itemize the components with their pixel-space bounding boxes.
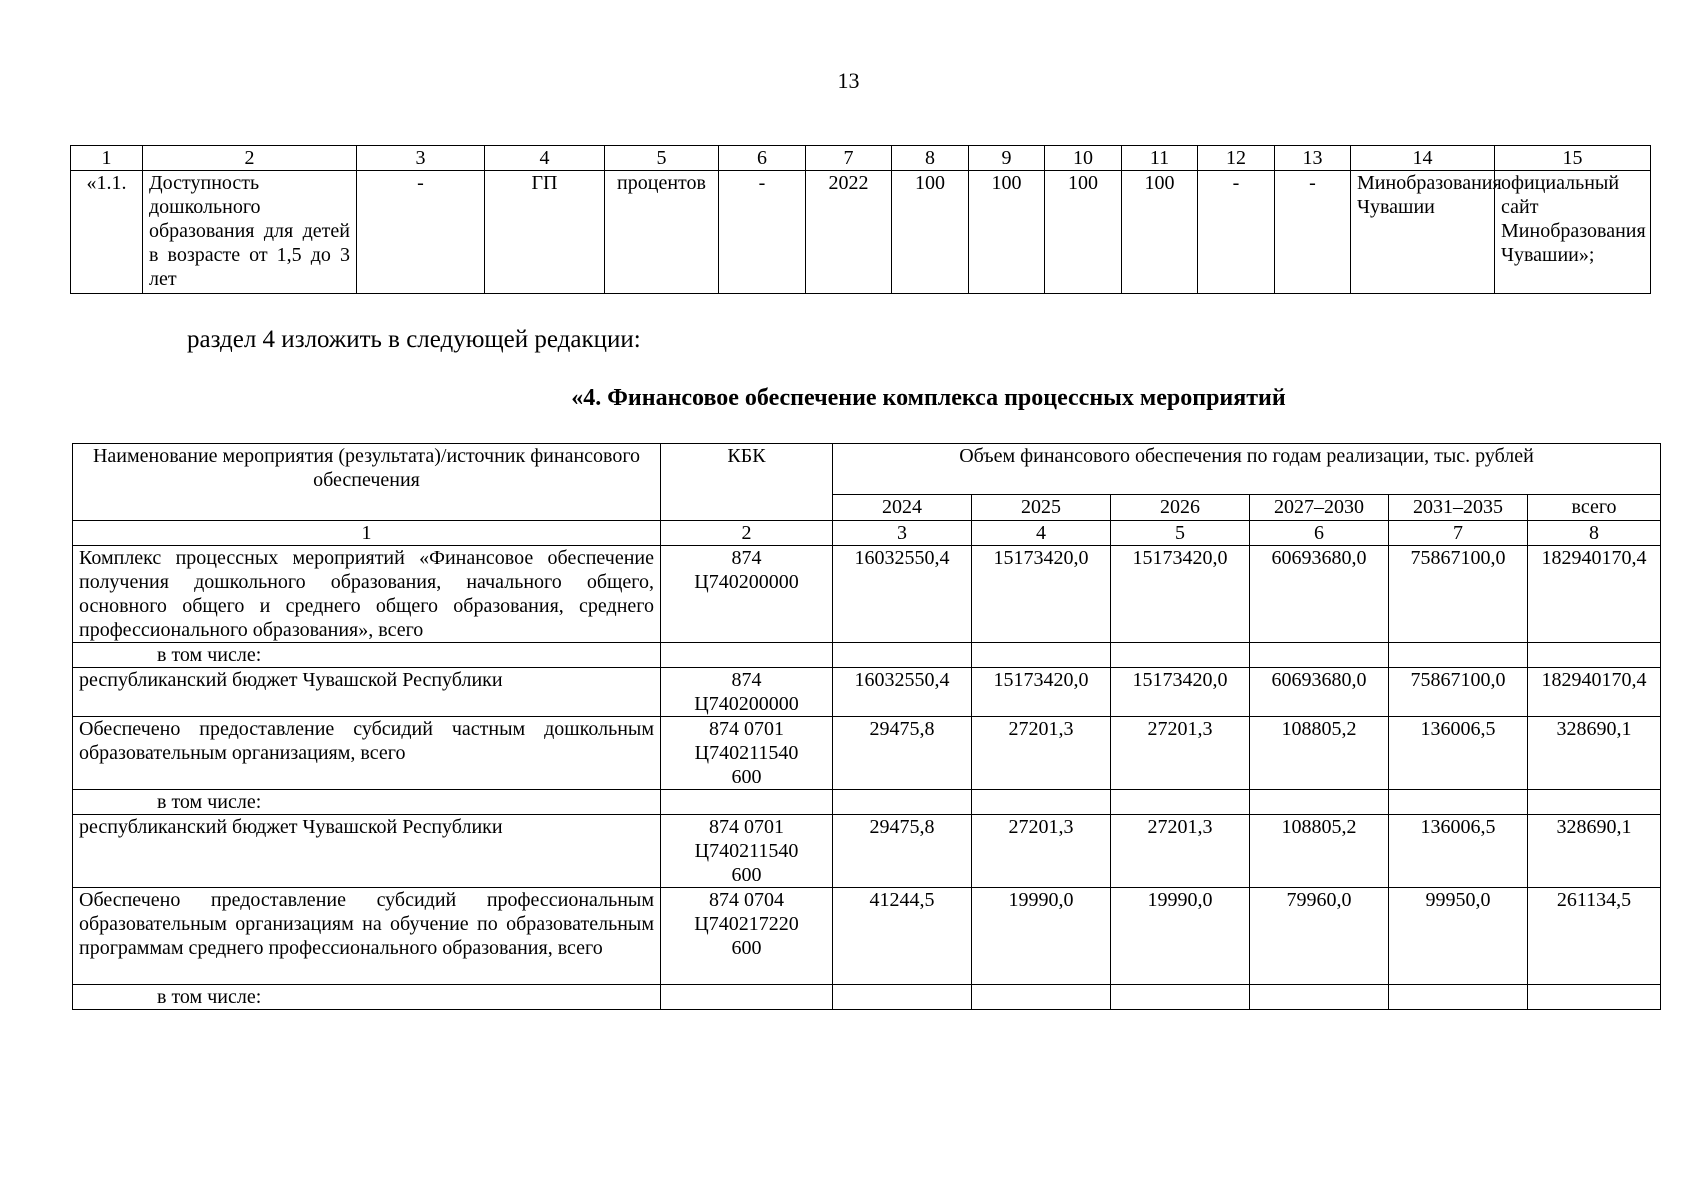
indicator-cell: - [1275, 171, 1351, 294]
row-name: республиканский бюджет Чувашской Республики [73, 668, 661, 717]
value-2024: 29475,8 [833, 717, 972, 790]
indicator-cell: - [719, 171, 806, 294]
column-number: 6 [1250, 521, 1389, 546]
kbk-line: 600 [731, 766, 762, 788]
empty-cell [1528, 985, 1661, 1010]
column-number: 3 [833, 521, 972, 546]
value-total: 182940170,4 [1528, 546, 1661, 643]
empty-cell [661, 643, 833, 668]
value-2025: 19990,0 [972, 888, 1111, 985]
kbk-line: 874 [731, 669, 762, 691]
kbk-line: Ц740200000 [694, 571, 799, 593]
indicator-row [71, 171, 1651, 294]
value-2024: 29475,8 [833, 815, 972, 888]
header-year: 2024 [833, 495, 972, 521]
empty-cell [1528, 790, 1661, 815]
value-2031-2035: 75867100,0 [1389, 668, 1528, 717]
header-cell: 1 [71, 146, 143, 171]
empty-cell [1528, 643, 1661, 668]
indicator-unit: процентов [605, 171, 719, 294]
value-2027-2030: 60693680,0 [1250, 668, 1389, 717]
finance-row [73, 790, 1661, 815]
column-number: 7 [1389, 521, 1528, 546]
finance-number-row [73, 521, 1661, 546]
kbk-line: 874 0704 [709, 889, 784, 911]
row-kbk [661, 888, 833, 985]
value-2025: 27201,3 [972, 717, 1111, 790]
header-year: 2031–2035 [1389, 495, 1528, 521]
indicator-cell: - [1198, 171, 1275, 294]
header-cell: 4 [485, 146, 605, 171]
kbk-line: 874 0701 [709, 718, 784, 740]
empty-cell [972, 985, 1111, 1010]
header-total: всего [1528, 495, 1661, 521]
value-2024: 41244,5 [833, 888, 972, 985]
kbk-line: Ц740217220 [694, 913, 799, 935]
indicator-value: 100 [1045, 171, 1122, 294]
empty-cell [1389, 790, 1528, 815]
header-cell: 12 [1198, 146, 1275, 171]
empty-cell [833, 985, 972, 1010]
finance-row [73, 888, 1661, 985]
indicator-table [70, 145, 1651, 294]
empty-cell [1250, 790, 1389, 815]
value-total: 261134,5 [1528, 888, 1661, 985]
empty-cell [972, 643, 1111, 668]
header-year: 2027–2030 [1250, 495, 1389, 521]
value-2026: 15173420,0 [1111, 668, 1250, 717]
row-name: Обеспечено предоставление субсидий профессиональным образовательным организациям на обучение по образовательным программам среднего профессионального образования, всего [73, 888, 661, 985]
value-2031-2035: 99950,0 [1389, 888, 1528, 985]
empty-cell [1389, 985, 1528, 1010]
indicator-source: официальный сайт Минобразования Чувашии»; [1495, 171, 1651, 294]
value-2026: 15173420,0 [1111, 546, 1250, 643]
finance-row [73, 546, 1661, 643]
value-2026: 19990,0 [1111, 888, 1250, 985]
empty-cell [1111, 643, 1250, 668]
finance-row [73, 985, 1661, 1010]
row-name: в том числе: [73, 643, 661, 668]
empty-cell [1111, 985, 1250, 1010]
indicator-value: 100 [969, 171, 1045, 294]
column-number: 4 [972, 521, 1111, 546]
header-volume: Объем финансового обеспечения по годам реализации, тыс. рублей [833, 444, 1661, 495]
row-kbk [661, 546, 833, 643]
indicator-responsible: Минобразования Чувашии [1351, 171, 1495, 294]
empty-cell [972, 790, 1111, 815]
header-year: 2025 [972, 495, 1111, 521]
finance-row [73, 668, 1661, 717]
finance-row [73, 717, 1661, 790]
kbk-line: 874 0701 [709, 816, 784, 838]
header-cell: 14 [1351, 146, 1495, 171]
empty-cell [661, 790, 833, 815]
empty-cell [661, 985, 833, 1010]
instruction-text: раздел 4 изложить в следующей редакции: [187, 326, 641, 353]
header-cell: 2 [143, 146, 357, 171]
row-kbk [661, 717, 833, 790]
value-2025: 27201,3 [972, 815, 1111, 888]
header-cell: 13 [1275, 146, 1351, 171]
empty-cell [1111, 790, 1250, 815]
header-cell: 11 [1122, 146, 1198, 171]
row-name: Комплекс процессных мероприятий «Финансовое обеспечение получения дошкольного образования, начального общего, основного общего и среднего общего образования, среднего профессионального образования», всего [73, 546, 661, 643]
finance-table [72, 443, 1661, 1010]
header-cell: 8 [892, 146, 969, 171]
value-2026: 27201,3 [1111, 717, 1250, 790]
indicator-value: 100 [892, 171, 969, 294]
value-2026: 27201,3 [1111, 815, 1250, 888]
header-cell: 7 [806, 146, 892, 171]
value-2027-2030: 108805,2 [1250, 815, 1389, 888]
value-2027-2030: 60693680,0 [1250, 546, 1389, 643]
finance-row [73, 643, 1661, 668]
column-number: 2 [661, 521, 833, 546]
header-kbk: КБК [661, 444, 833, 521]
header-cell: 5 [605, 146, 719, 171]
row-kbk [661, 668, 833, 717]
section-heading [0, 385, 1697, 412]
kbk-line: 600 [731, 864, 762, 886]
indicator-number: «1.1. [71, 171, 143, 294]
indicator-level: ГП [485, 171, 605, 294]
empty-cell [833, 790, 972, 815]
column-number: 5 [1111, 521, 1250, 546]
kbk-line: Ц740211540 [694, 840, 799, 862]
row-name: республиканский бюджет Чувашской Республики [73, 815, 661, 888]
value-2024: 16032550,4 [833, 668, 972, 717]
empty-cell [1250, 643, 1389, 668]
value-2031-2035: 136006,5 [1389, 815, 1528, 888]
value-2024: 16032550,4 [833, 546, 972, 643]
column-number: 8 [1528, 521, 1661, 546]
indicator-name: Доступность дошкольного образования для детей в возрасте от 1,5 до 3 лет [143, 171, 357, 294]
kbk-line: 874 [731, 547, 762, 569]
row-name: в том числе: [73, 790, 661, 815]
kbk-line: Ц740200000 [694, 693, 799, 715]
header-cell: 15 [1495, 146, 1651, 171]
value-total: 328690,1 [1528, 717, 1661, 790]
indicator-table-header-row [71, 146, 1651, 171]
section-heading-text: «4. Финансовое обеспечение комплекса процессных мероприятий [571, 385, 1286, 411]
empty-cell [1250, 985, 1389, 1010]
kbk-line: Ц740211540 [694, 742, 799, 764]
value-2025: 15173420,0 [972, 668, 1111, 717]
header-cell: 9 [969, 146, 1045, 171]
finance-header-row [73, 444, 1661, 495]
indicator-cell: - [357, 171, 485, 294]
value-total: 328690,1 [1528, 815, 1661, 888]
header-cell: 3 [357, 146, 485, 171]
header-cell: 6 [719, 146, 806, 171]
header-cell: 10 [1045, 146, 1122, 171]
value-2031-2035: 75867100,0 [1389, 546, 1528, 643]
finance-row [73, 815, 1661, 888]
empty-cell [1389, 643, 1528, 668]
indicator-base-year: 2022 [806, 171, 892, 294]
column-number: 1 [73, 521, 661, 546]
kbk-line: 600 [731, 937, 762, 959]
header-year: 2026 [1111, 495, 1250, 521]
value-2031-2035: 136006,5 [1389, 717, 1528, 790]
page-number: 13 [837, 68, 860, 93]
row-kbk [661, 815, 833, 888]
indicator-value: 100 [1122, 171, 1198, 294]
value-2027-2030: 79960,0 [1250, 888, 1389, 985]
value-2025: 15173420,0 [972, 546, 1111, 643]
value-total: 182940170,4 [1528, 668, 1661, 717]
row-name: в том числе: [73, 985, 661, 1010]
empty-cell [833, 643, 972, 668]
value-2027-2030: 108805,2 [1250, 717, 1389, 790]
header-name: Наименование мероприятия (результата)/источник финансового обеспечения [73, 444, 661, 521]
row-name: Обеспечено предоставление субсидий частным дошкольным образовательным организациям, всего [73, 717, 661, 790]
